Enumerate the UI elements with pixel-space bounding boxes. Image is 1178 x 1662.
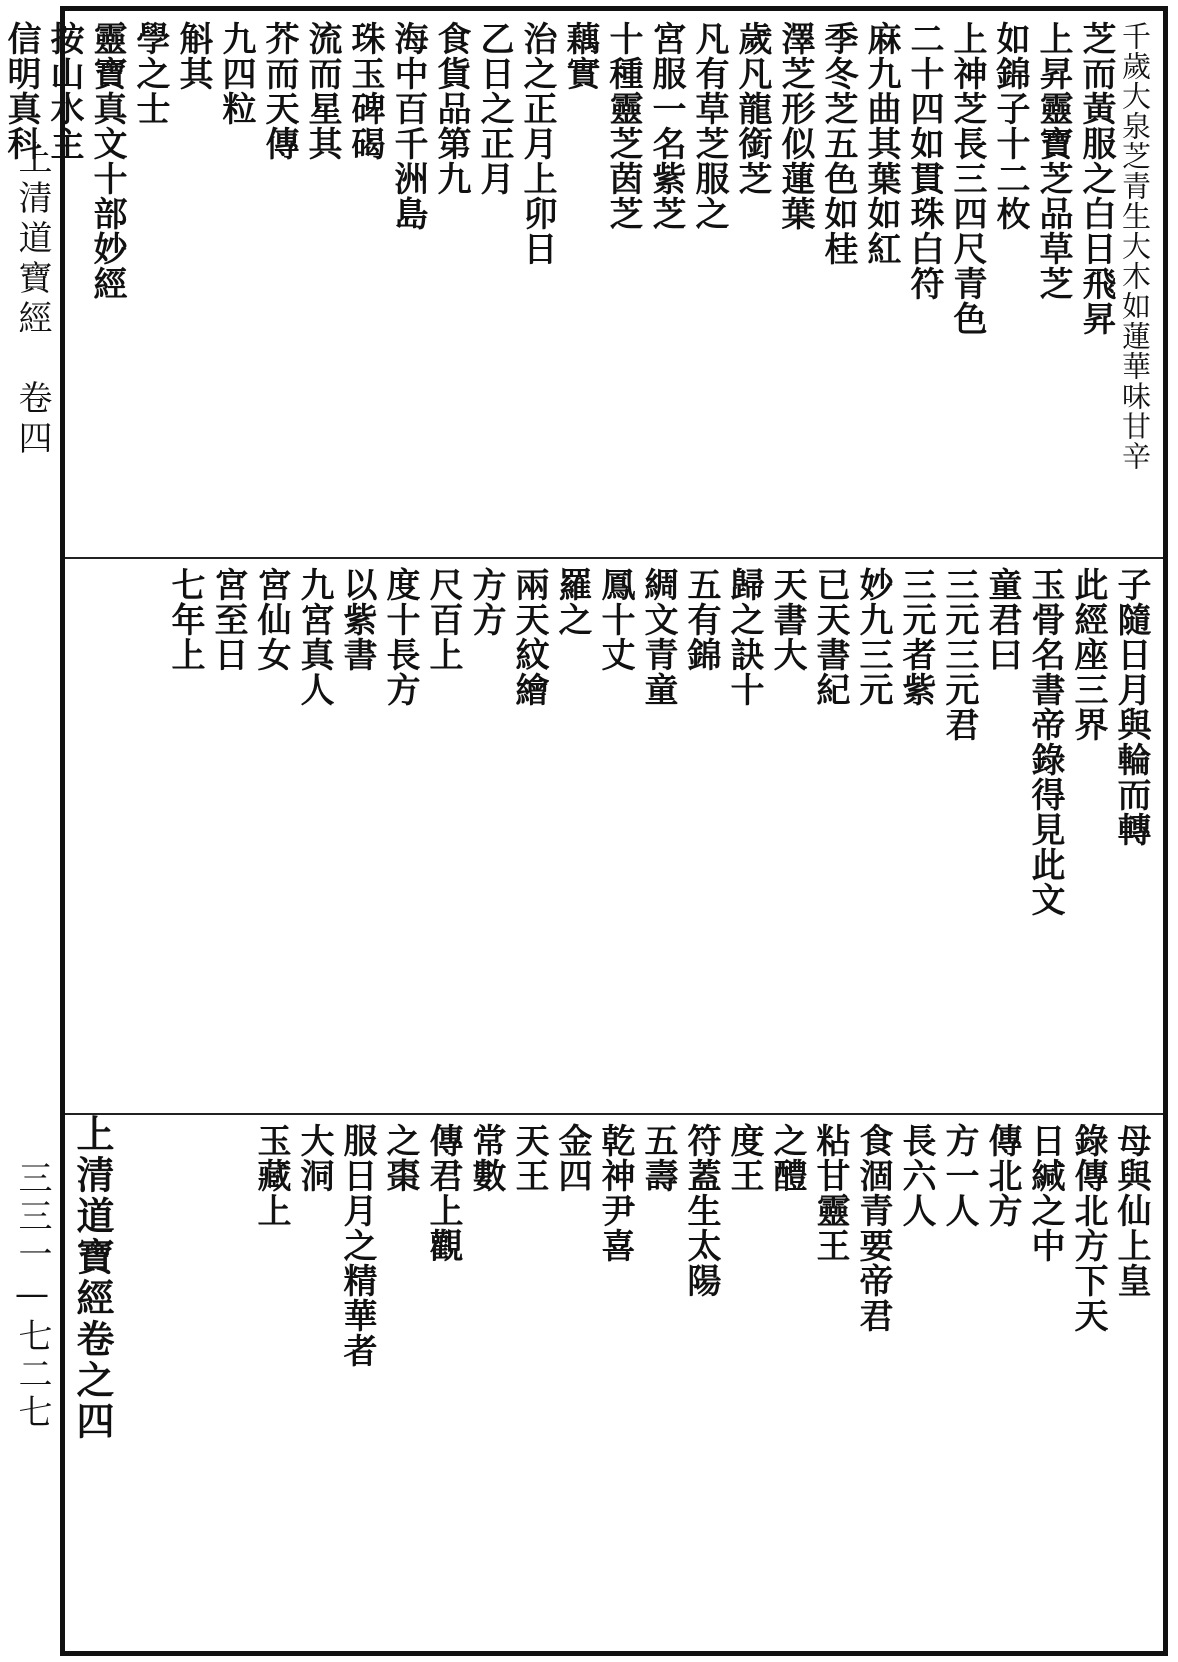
- text-column: 度十長方: [380, 567, 420, 707]
- column-group: [77, 1123, 1151, 1641]
- text-column: 十種靈芝茵芝: [603, 21, 643, 231]
- text-column: 斛其: [173, 21, 213, 91]
- text-column: 傳北方: [982, 1123, 1022, 1228]
- text-column: 五壽: [638, 1123, 678, 1193]
- text-column: 季冬芝五色如桂: [818, 21, 858, 266]
- text-column: 澤芝形似蓮葉: [775, 21, 815, 231]
- chapter-end-title: 上清道寶經卷之四: [70, 1114, 115, 1442]
- text-register-middle: [77, 567, 1151, 1103]
- text-column: 流而星其: [302, 21, 342, 161]
- text-column: 凡有草芝服之: [689, 21, 729, 231]
- text-column: 乾神尹喜: [595, 1123, 635, 1263]
- text-column: 以紫書: [337, 567, 377, 672]
- text-column: 藕實: [560, 21, 600, 91]
- text-column: 五有錦: [681, 567, 721, 672]
- text-register-bottom: [77, 1123, 1151, 1641]
- text-column: 日緘之中: [1025, 1123, 1065, 1263]
- text-column: 宮至日: [208, 567, 248, 672]
- text-column: 食貨品第九: [431, 21, 471, 196]
- register-divider: [65, 1113, 1163, 1115]
- text-column: 此經座三界: [1068, 567, 1108, 742]
- text-column: 之醴: [767, 1123, 807, 1193]
- text-column: 傳君上觀: [423, 1123, 463, 1263]
- text-column: 三元三元君: [939, 567, 979, 742]
- text-column: 玉骨名書帝錄得見此文: [1025, 567, 1065, 917]
- text-column: 千歲大泉芝青生大木如蓮華味甘辛: [1118, 21, 1152, 471]
- text-column: 學之士: [130, 21, 170, 126]
- text-column: 芝而黃服之白日飛昇: [1076, 21, 1116, 336]
- text-column: 宮服一名紫芝: [646, 21, 686, 231]
- text-column: 錄傳北方下天: [1068, 1123, 1108, 1333]
- text-column: 九宮真人: [294, 567, 334, 707]
- text-column: 常數: [466, 1123, 506, 1193]
- text-column: 上昇靈寶芝品草芝: [1033, 21, 1073, 301]
- text-column: 妙九三元: [853, 567, 893, 707]
- text-column: 度王: [724, 1123, 764, 1193]
- text-column: 信明真科: [1, 21, 41, 161]
- text-column: 天王: [509, 1123, 549, 1193]
- column-group: [77, 567, 1151, 1103]
- text-column: 按山水主: [44, 21, 84, 161]
- text-column: 之棗: [380, 1123, 420, 1193]
- text-column: 已天書紀: [810, 567, 850, 707]
- register-divider: [65, 557, 1163, 559]
- text-column: 玉藏上: [251, 1123, 291, 1228]
- text-column: 芥而天傳: [259, 21, 299, 161]
- text-column: 羅之: [552, 567, 592, 637]
- text-column: 童君曰: [982, 567, 1022, 672]
- text-column: 歸之訣十: [724, 567, 764, 707]
- text-column: 子隨日月與輪而轉: [1111, 567, 1151, 847]
- text-column: 宮仙女: [251, 567, 291, 672]
- text-column: 九四粒: [216, 21, 256, 126]
- text-column: 靈寶真文十部妙經: [87, 21, 127, 301]
- margin-book-title: 上清道寶經 卷四: [12, 140, 52, 460]
- text-column: 歲凡龍銜芝: [732, 21, 772, 196]
- text-column: 長六人: [896, 1123, 936, 1228]
- text-column: 方方: [466, 567, 506, 637]
- text-column: 三元者紫: [896, 567, 936, 707]
- text-column: 治之正月上卯日: [517, 21, 557, 266]
- text-column: 鳳十丈: [595, 567, 635, 672]
- text-column: 大洞: [294, 1123, 334, 1193]
- text-column: 方一人: [939, 1123, 979, 1228]
- text-column: 金四: [552, 1123, 592, 1193]
- text-column: 尺百上: [423, 567, 463, 672]
- text-column: 海中百千洲島: [388, 21, 428, 231]
- text-column: 服日月之精華者: [337, 1123, 377, 1368]
- text-column: 麻九曲其葉如紅: [861, 21, 901, 266]
- text-column: 符蓋生太陽: [681, 1123, 721, 1298]
- text-column: 食涸青要帝君: [853, 1123, 893, 1333]
- text-column: 乙日之正月: [474, 21, 514, 196]
- text-column: 母與仙上皇: [1111, 1123, 1151, 1298]
- text-column: 七年上: [165, 567, 205, 672]
- margin-page-number: 三三一—七二七: [12, 1160, 52, 1432]
- text-column: 珠玉碑碣: [345, 21, 385, 161]
- text-column: 如錦子十二枚: [990, 21, 1030, 231]
- text-column: 上神芝長三四尺青色: [947, 21, 987, 336]
- text-column: 兩天紋繪: [509, 567, 549, 707]
- text-column: 二十四如貫珠白符: [904, 21, 944, 301]
- text-column: 天書大: [767, 567, 807, 672]
- text-column: 粘甘靈王: [810, 1123, 850, 1263]
- text-column: 綢文青童: [638, 567, 678, 707]
